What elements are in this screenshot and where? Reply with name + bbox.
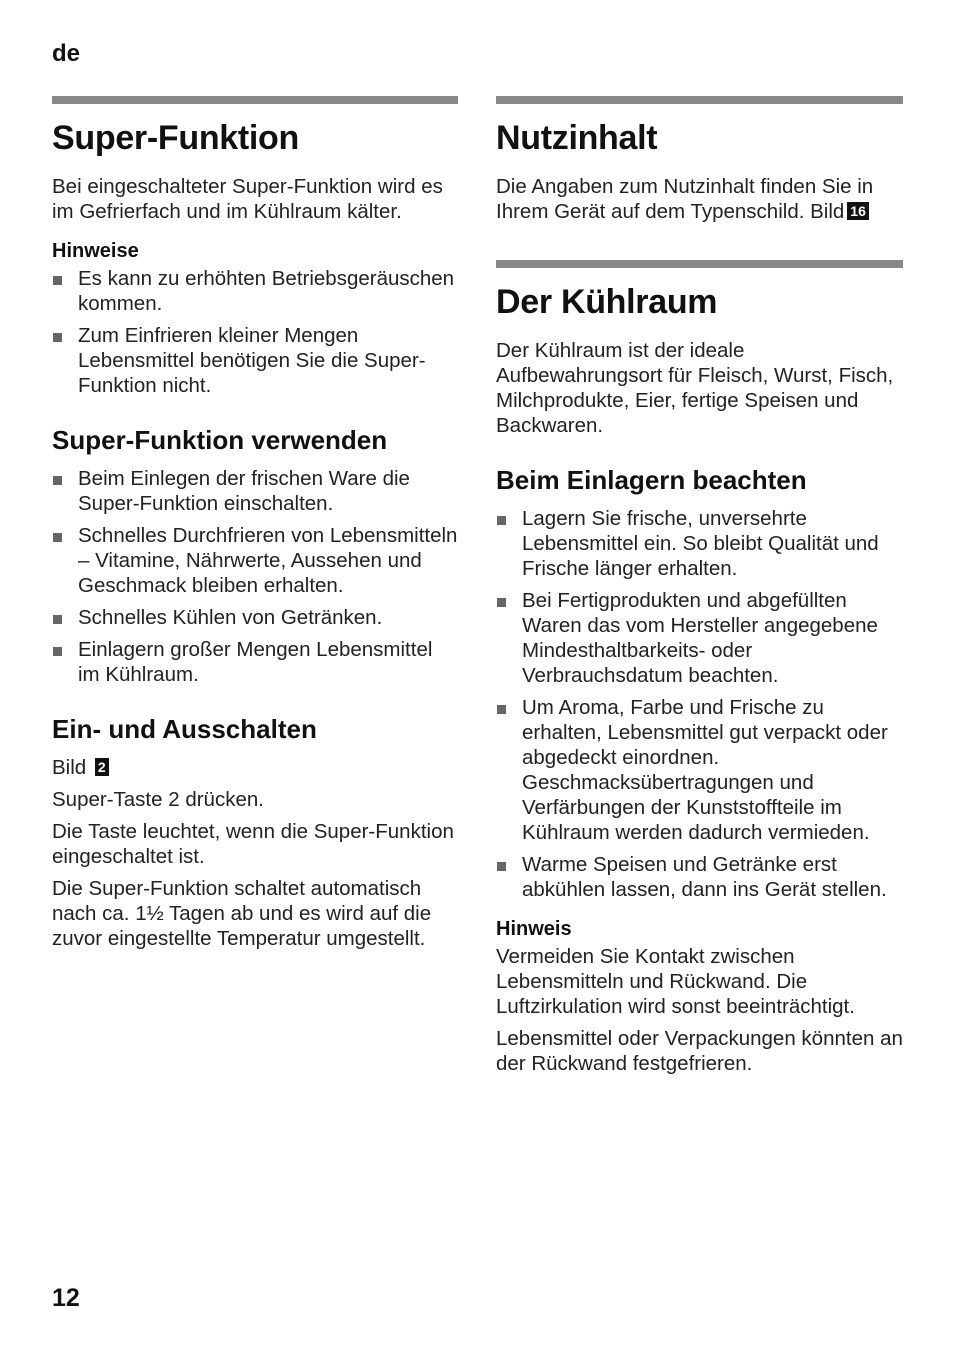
language-label: de [52, 40, 81, 67]
super-funktion-verwenden-title: Super-Funktion verwenden [52, 425, 388, 455]
hinweis-heading: Hinweis [496, 918, 572, 940]
use-list [52, 466, 458, 687]
figure-number-badge: 16 [847, 202, 869, 220]
onoff-paragraph: Die Super-Funktion schaltet automatisch nach ca. 1½ Tagen ab und es wird auf die zuvor eingestellte Temperatur umgestellt. [52, 877, 432, 950]
list-item: Beim Einlegen der frischen Ware die Super-Funktion einschalten. [52, 466, 458, 516]
einlagern-title: Beim Einlagern beachten [496, 465, 807, 495]
kuehlraum-intro: Der Kühlraum ist der ideale Aufbewahrungsort für Fleisch, Wurst, Fisch, Milchprodukte, Eier, fertige Speisen und Backwaren. [496, 339, 894, 437]
kuehlraum-title: Der Kühlraum [496, 283, 718, 321]
nutzinhalt-title: Nutzinhalt [496, 119, 658, 157]
figure-number-badge: 2 [95, 758, 109, 776]
left-column [52, 96, 458, 958]
hinweis-paragraph: Lebensmittel oder Verpackungen könnten an der Rückwand festgefrieren. [496, 1027, 903, 1075]
page-number: 12 [52, 1284, 80, 1312]
section-rule [496, 260, 903, 268]
list-item: Schnelles Durchfrieren von Lebensmitteln – Vitamine, Nährwerte, Aussehen und Geschmack bleiben erhalten. [52, 523, 458, 598]
super-funktion-title: Super-Funktion [52, 119, 299, 157]
super-funktion-intro: Bei eingeschalteter Super-Funktion wird es im Gefrierfach und im Kühlraum kälter. [52, 175, 443, 223]
list-item: Warme Speisen und Getränke erst abkühlen lassen, dann ins Gerät stellen. [496, 852, 903, 902]
right-column [496, 96, 903, 1083]
list-item: Schnelles Kühlen von Getränken. [52, 605, 458, 630]
list-item: Es kann zu erhöhten Betriebsgeräuschen kommen. [52, 266, 458, 316]
section-rule [52, 96, 458, 104]
hinweis-paragraph: Vermeiden Sie Kontakt zwischen Lebensmitteln und Rückwand. Die Luftzirkulation wird sonst beeinträchtigt. [496, 945, 855, 1018]
figure-reference [52, 755, 458, 780]
onoff-step: Super-Taste 2 drücken. [52, 788, 264, 811]
list-item: Bei Fertigprodukten und abgefüllten Waren das vom Hersteller angegebene Mindesthaltbarkeits- oder Verbrauchsdatum beachten. [496, 588, 903, 688]
onoff-paragraph: Die Taste leuchtet, wenn die Super-Funktion eingeschaltet ist. [52, 820, 454, 868]
bild-label: Bild [52, 756, 87, 779]
list-item: Einlagern großer Mengen Lebensmittel im Kühlraum. [52, 637, 458, 687]
notes-list [52, 266, 458, 398]
nutzinhalt-text-body: Die Angaben zum Nutzinhalt finden Sie in Ihrem Gerät auf dem Typenschild. Bild [496, 175, 874, 223]
list-item: Um Aroma, Farbe und Frische zu erhalten, Lebensmittel gut verpackt oder abgedeckt einordnen. Geschmacksübertragungen und Verfärbungen der Kunststoffteile im Kühlraum werden dadurch vermieden. [496, 695, 903, 845]
nutzinhalt-text [496, 174, 903, 224]
notes-heading: Hinweise [52, 240, 139, 262]
list-item: Lagern Sie frische, unversehrte Lebensmittel ein. So bleibt Qualität und Frische länger erhalten. [496, 506, 903, 581]
ein-ausschalten-title: Ein- und Ausschalten [52, 714, 317, 744]
section-rule [496, 96, 903, 104]
einlagern-list [496, 506, 903, 902]
list-item: Zum Einfrieren kleiner Mengen Lebensmittel benötigen Sie die Super-Funktion nicht. [52, 323, 458, 398]
